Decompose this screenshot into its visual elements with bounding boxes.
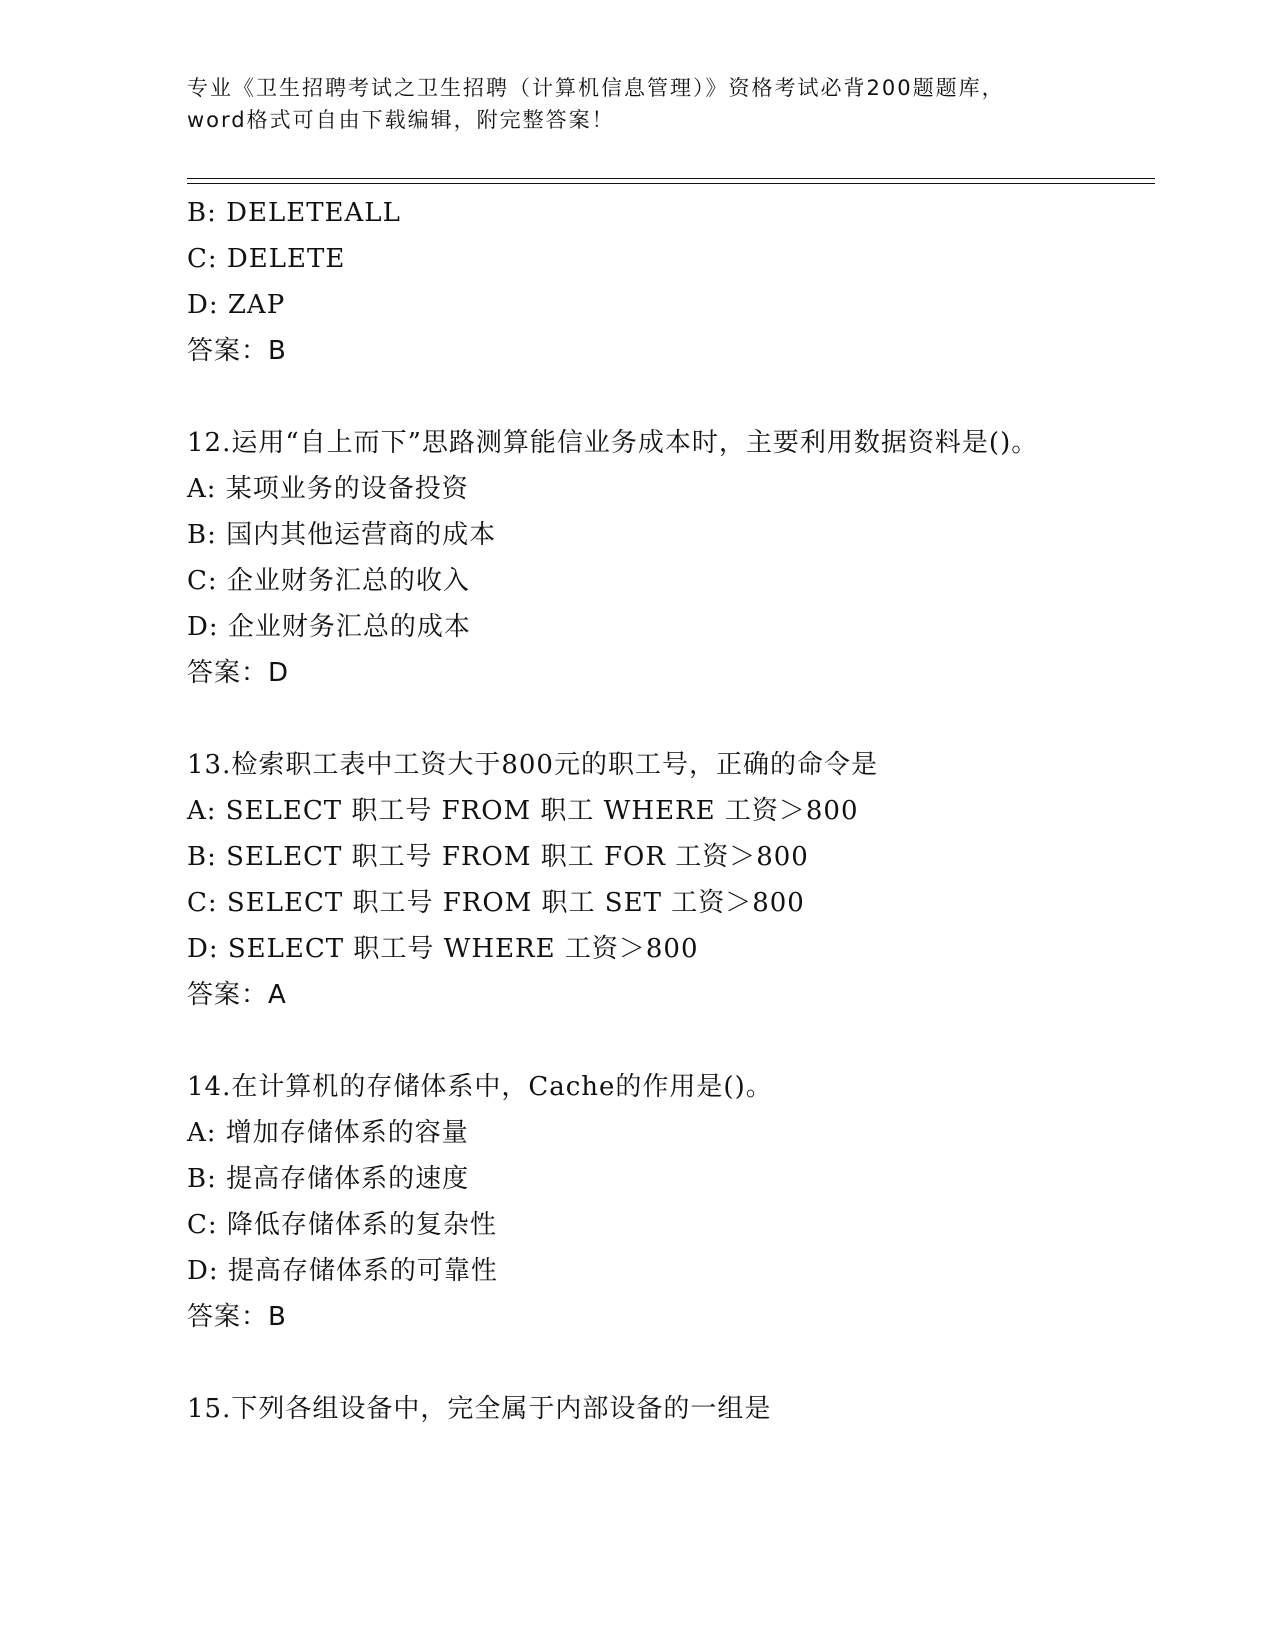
option-c: C: DELETE <box>187 244 346 274</box>
option-c: C: 降低存储体系的复杂性 <box>187 1210 497 1240</box>
spacer <box>187 1340 1087 1386</box>
option-b: B: 提高存储体系的速度 <box>187 1164 470 1194</box>
header-line-2: word格式可自由下载编辑，附完整答案！ <box>187 108 615 132</box>
option-c: C: 企业财务汇总的收入 <box>187 566 470 596</box>
header-divider-bottom <box>187 183 1155 184</box>
option-d: D: 提高存储体系的可靠性 <box>187 1256 498 1286</box>
answer: 答案：B <box>187 1302 287 1332</box>
question-list <box>187 190 1087 1432</box>
option-d: D: SELECT 职工号 WHERE 工资＞800 <box>187 934 699 964</box>
question-text: 13.检索职工表中工资大于800元的职工号，正确的命令是 <box>187 750 878 780</box>
header-line-1: 专业《卫生招聘考试之卫生招聘（计算机信息管理）》资格考试必背200题题库， <box>187 76 1005 100</box>
question-15 <box>187 1386 1087 1432</box>
spacer <box>187 374 1087 420</box>
spacer <box>187 696 1087 742</box>
question-14 <box>187 1064 1087 1340</box>
option-b: B: SELECT 职工号 FROM 职工 FOR 工资＞800 <box>187 842 809 872</box>
header-divider-top <box>187 178 1155 179</box>
option-a: A: 增加存储体系的容量 <box>187 1118 469 1148</box>
question-12 <box>187 420 1087 696</box>
question-11 <box>187 190 1087 374</box>
spacer <box>187 1018 1087 1064</box>
question-text: 12.运用“自上而下”思路测算能信业务成本时，主要利用数据资料是()。 <box>187 428 1039 458</box>
answer: 答案：D <box>187 658 290 688</box>
option-b: B: DELETEALL <box>187 198 401 228</box>
option-c: C: SELECT 职工号 FROM 职工 SET 工资＞800 <box>187 888 805 918</box>
option-a: A: 某项业务的设备投资 <box>187 474 469 504</box>
question-text: 14.在计算机的存储体系中，Cache的作用是()。 <box>187 1072 773 1102</box>
answer: 答案：A <box>187 980 287 1010</box>
option-a: A: SELECT 职工号 FROM 职工 WHERE 工资＞800 <box>187 796 859 826</box>
option-d: D: 企业财务汇总的成本 <box>187 612 471 642</box>
question-text: 15.下列各组设备中，完全属于内部设备的一组是 <box>187 1394 772 1424</box>
answer: 答案：B <box>187 336 287 366</box>
option-d: D: ZAP <box>187 290 286 320</box>
question-13 <box>187 742 1087 1018</box>
document-header <box>187 72 1087 136</box>
option-b: B: 国内其他运营商的成本 <box>187 520 497 550</box>
